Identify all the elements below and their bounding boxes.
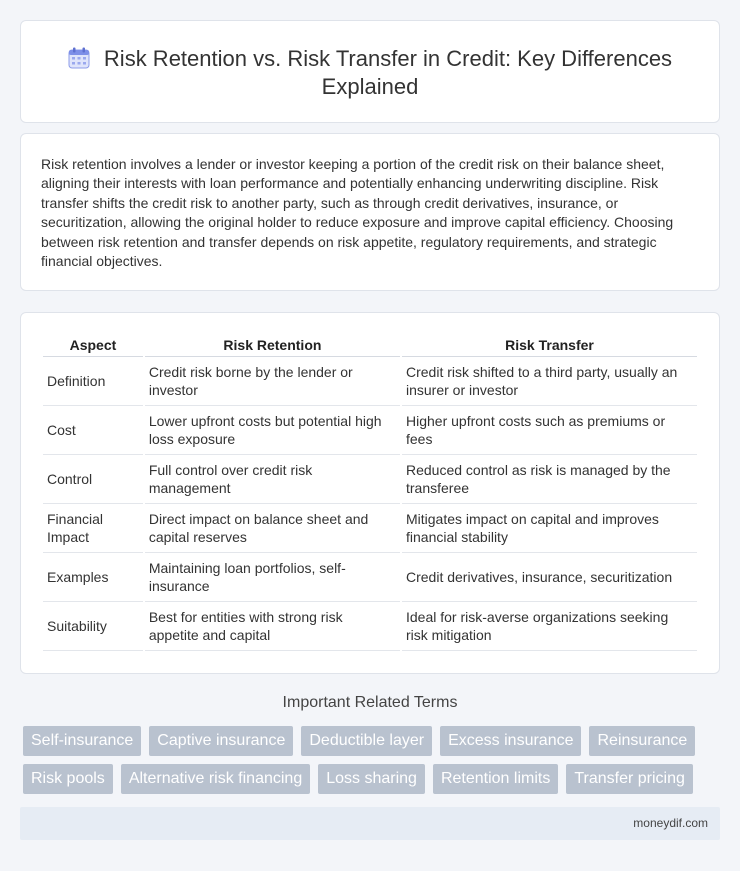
cell-transfer: Higher upfront costs such as premiums or fees: [402, 406, 697, 455]
table-row: [43, 602, 697, 651]
tag-transfer-pricing[interactable]: Transfer pricing: [566, 764, 693, 794]
cell-aspect: Financial Impact: [43, 504, 143, 553]
cell-retention: Maintaining loan portfolios, self-insurance: [145, 553, 400, 602]
cell-retention: Direct impact on balance sheet and capital reserves: [145, 504, 400, 553]
footer: [20, 807, 720, 840]
cell-aspect: Cost: [43, 406, 143, 455]
calendar-icon: [68, 47, 90, 69]
header-risk-transfer: Risk Transfer: [402, 333, 697, 357]
tag-loss-sharing[interactable]: Loss sharing: [318, 764, 425, 794]
intro-card: [20, 133, 720, 291]
tag-reinsurance[interactable]: Reinsurance: [589, 726, 695, 756]
footer-site-link[interactable]: moneydif.com: [633, 816, 708, 830]
tag-captive-insurance[interactable]: Captive insurance: [149, 726, 293, 756]
tag-retention-limits[interactable]: Retention limits: [433, 764, 558, 794]
tag-self-insurance[interactable]: Self-insurance: [23, 726, 141, 756]
cell-aspect: Definition: [43, 357, 143, 406]
cell-retention: Credit risk borne by the lender or investor: [145, 357, 400, 406]
cell-transfer: Credit risk shifted to a third party, usually an insurer or investor: [402, 357, 697, 406]
cell-transfer: Mitigates impact on capital and improves financial stability: [402, 504, 697, 553]
tag-risk-pools[interactable]: Risk pools: [23, 764, 113, 794]
table-row: [43, 406, 697, 455]
table-row: [43, 357, 697, 406]
cell-transfer: Credit derivatives, insurance, securitization: [402, 553, 697, 602]
page-title: [21, 45, 719, 101]
related-terms-title: Important Related Terms: [282, 694, 458, 711]
comparison-table: [41, 333, 699, 651]
table-header-row: [43, 333, 697, 357]
tag-row: [23, 764, 713, 794]
tag-excess-insurance[interactable]: Excess insurance: [440, 726, 581, 756]
comparison-table-card: [20, 312, 720, 674]
related-terms-tags: [23, 726, 713, 802]
header-aspect: Aspect: [43, 333, 143, 357]
tag-deductible-layer[interactable]: Deductible layer: [301, 726, 432, 756]
table-row: [43, 553, 697, 602]
intro-paragraph: Risk retention involves a lender or investor keeping a portion of the credit risk on their balance sheet, aligning their interests with loan performance and potentially enhancing underwriting discipline. Risk transfer shifts the credit risk to another party, such as through credit derivatives, insurance, or securitization, allowing the original holder to reduce exposure and improve capital efficiency. Choosing between risk retention and transfer depends on risk appetite, regulatory requirements, and strategic financial objectives.: [41, 156, 674, 270]
page-title-text: Risk Retention vs. Risk Transfer in Credit: Key Differences Explained: [103, 46, 673, 99]
cell-retention: Full control over credit risk management: [145, 455, 400, 504]
cell-retention: Best for entities with strong risk appetite and capital: [145, 602, 400, 651]
cell-transfer: Ideal for risk-averse organizations seeking risk mitigation: [402, 602, 697, 651]
cell-transfer: Reduced control as risk is managed by the transferee: [402, 455, 697, 504]
cell-aspect: Examples: [43, 553, 143, 602]
cell-retention: Lower upfront costs but potential high loss exposure: [145, 406, 400, 455]
cell-aspect: Suitability: [43, 602, 143, 651]
table-row: [43, 455, 697, 504]
title-card: [20, 20, 720, 123]
tag-alternative-risk-financing[interactable]: Alternative risk financing: [121, 764, 310, 794]
header-risk-retention: Risk Retention: [145, 333, 400, 357]
cell-aspect: Control: [43, 455, 143, 504]
tag-row: [23, 726, 713, 756]
table-row: [43, 504, 697, 553]
